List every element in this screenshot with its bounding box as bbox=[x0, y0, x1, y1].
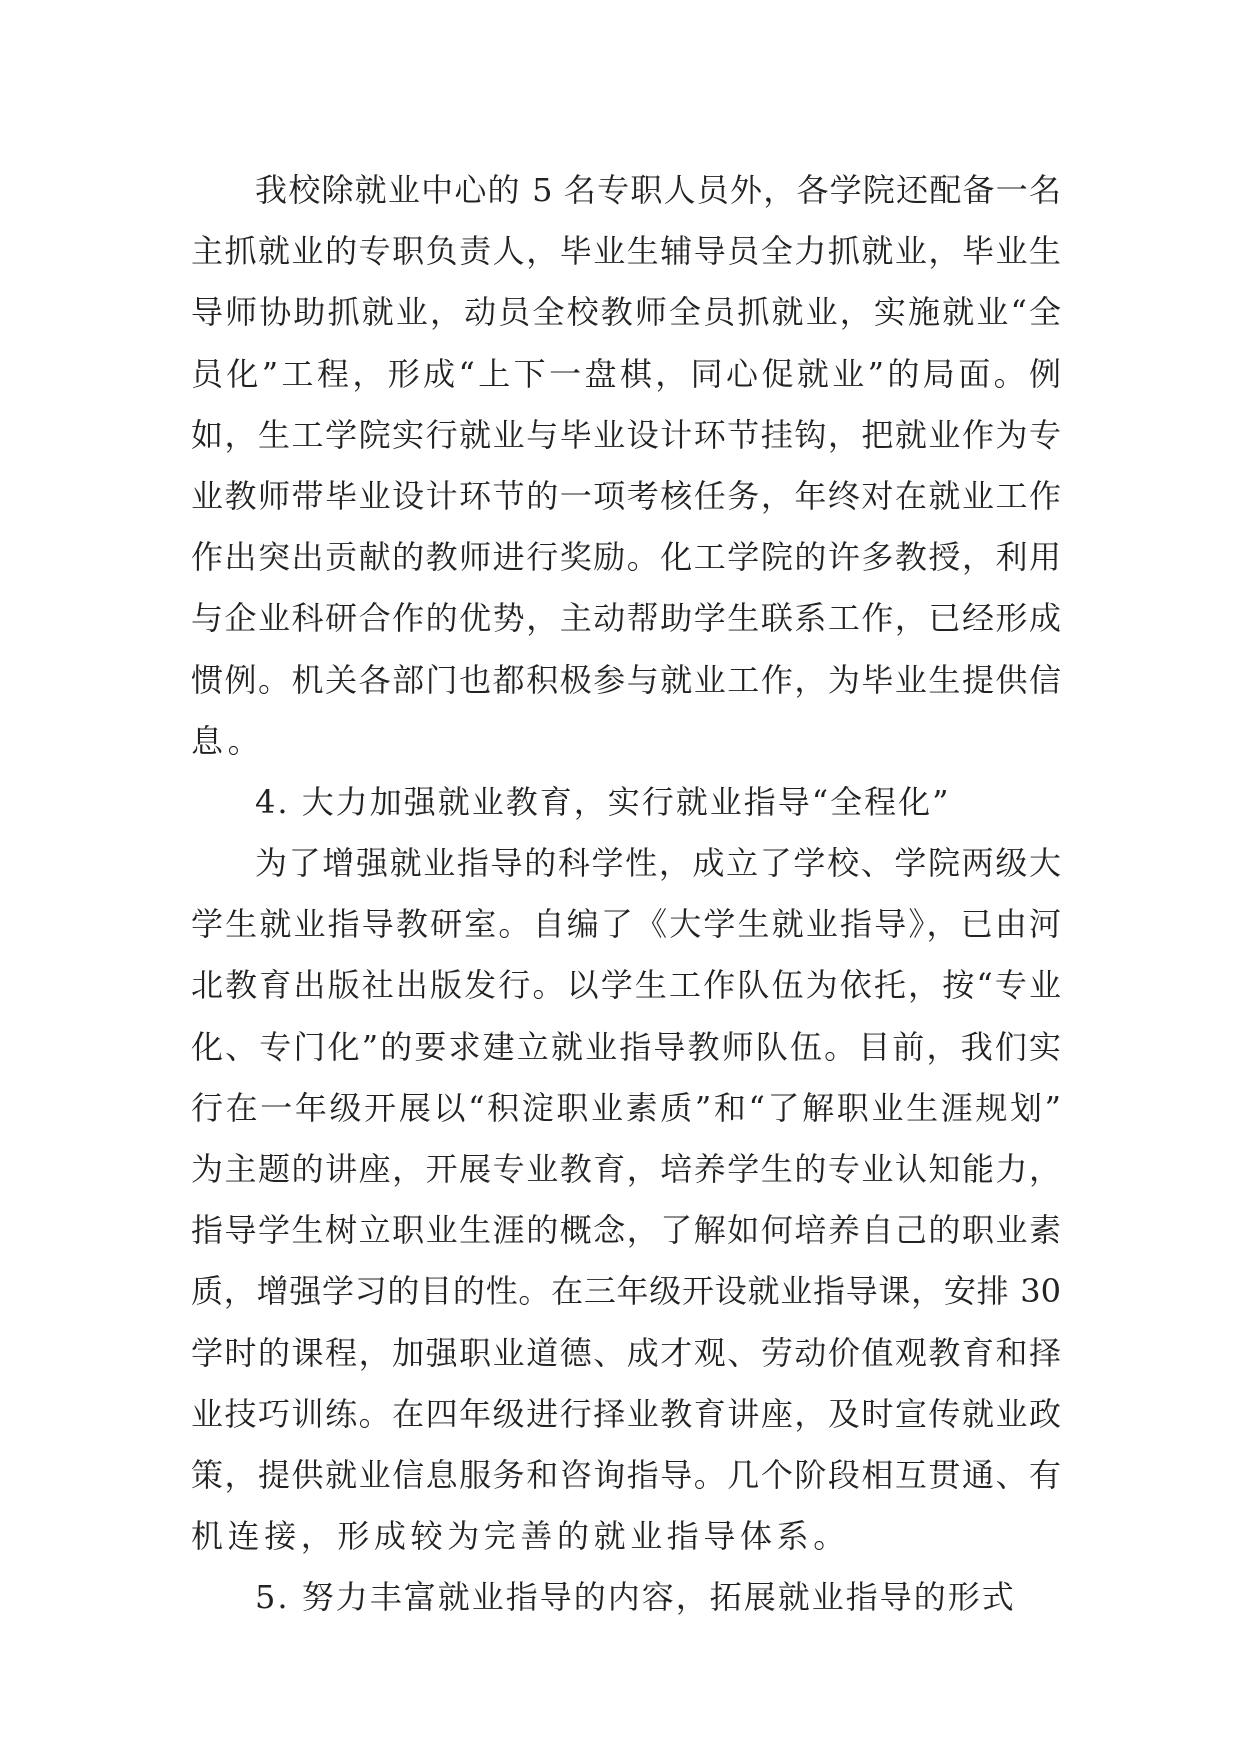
paragraph-line: 惯例。机关各部门也都积极参与就业工作，为毕业生提供信 bbox=[191, 660, 1061, 699]
paragraph-line: 我校除就业中心的 5 名专职人员外，各学院还配备一名 bbox=[255, 171, 1061, 209]
paragraph-line: 北教育出版社出版发行。以学生工作队伍为依托，按“专业 bbox=[191, 966, 1061, 1005]
paragraph-line: 指导学生树立职业生涯的概念，了解如何培养自己的职业素 bbox=[191, 1211, 1061, 1250]
section-heading: 5. 努力丰富就业指导的内容，拓展就业指导的形式 bbox=[255, 1578, 1016, 1617]
paragraph-line: 策，提供就业信息服务和咨询指导。几个阶段相互贯通、有 bbox=[191, 1455, 1061, 1494]
paragraph-line: 业教师带毕业设计环节的一项考核任务，年终对在就业工作 bbox=[191, 476, 1061, 515]
paragraph-line: 主抓就业的专职负责人，毕业生辅导员全力抓就业，毕业生 bbox=[191, 232, 1061, 271]
document-body bbox=[191, 160, 1061, 1629]
paragraph-line: 机连接，形成较为完善的就业指导体系。 bbox=[191, 1517, 850, 1556]
paragraph-line: 业技巧训练。在四年级进行择业教育讲座，及时宣传就业政 bbox=[191, 1394, 1061, 1433]
paragraph-line: 作出突出贡献的教师进行奖励。化工学院的许多教授，利用 bbox=[191, 538, 1061, 577]
paragraph-line: 导师协助抓就业，动员全校教师全员抓就业，实施就业“全 bbox=[191, 293, 1061, 332]
paragraph-line: 为了增强就业指导的科学性，成立了学校、学院两级大 bbox=[255, 844, 1061, 883]
paragraph-line: 如，生工学院实行就业与毕业设计环节挂钩，把就业作为专 bbox=[191, 415, 1061, 454]
paragraph-line: 质，增强学习的目的性。在三年级开设就业指导课，安排 30 bbox=[191, 1272, 1061, 1311]
paragraph-line: 学生就业指导教研室。自编了《大学生就业指导》，已由河 bbox=[191, 905, 1061, 944]
paragraph-line: 化、专门化”的要求建立就业指导教师队伍。目前，我们实 bbox=[191, 1027, 1061, 1066]
paragraph-line: 员化”工程，形成“上下一盘棋，同心促就业”的局面。例 bbox=[191, 354, 1061, 393]
paragraph-line: 与企业科研合作的优势，主动帮助学生联系工作，已经形成 bbox=[191, 599, 1061, 638]
paragraph-line: 行在一年级开展以“积淀职业素质”和“了解职业生涯规划” bbox=[191, 1088, 1061, 1127]
paragraph-line: 学时的课程，加强职业道德、成才观、劳动价值观教育和择 bbox=[191, 1333, 1061, 1372]
section-heading: 4. 大力加强就业教育，实行就业指导“全程化” bbox=[255, 782, 951, 821]
paragraph-line: 为主题的讲座，开展专业教育，培养学生的专业认知能力， bbox=[191, 1150, 1061, 1188]
paragraph-line: 息。 bbox=[191, 721, 265, 760]
